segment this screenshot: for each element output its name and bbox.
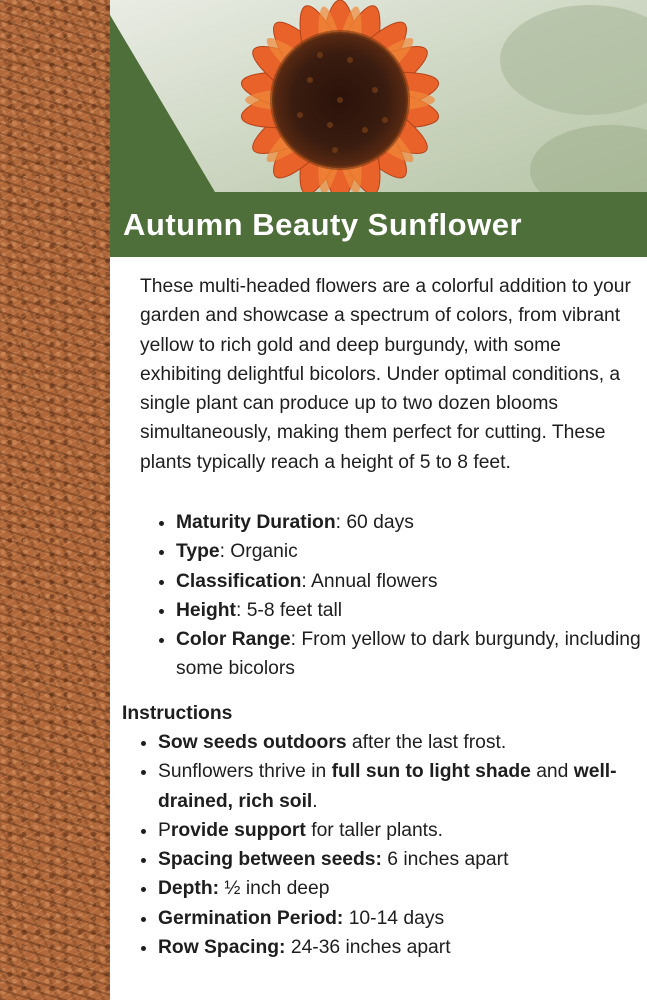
instruction-item [158,757,647,816]
instruction-text: for taller plants. [305,819,444,841]
detail-label: Color Range [176,629,291,651]
detail-label: Maturity Duration [176,512,336,533]
instruction-strong: Germination Period: [158,907,344,929]
instruction-item [158,904,647,933]
instruction-text: P [158,819,171,841]
detail-value: : Organic [219,541,298,563]
detail-item [176,567,647,596]
instruction-item [158,728,647,757]
detail-item [176,596,647,625]
instruction-text: ½ inch deep [219,878,330,900]
instruction-strong: full sun to light shade [331,761,531,783]
detail-label: Classification [176,570,302,592]
instruction-strong: Spacing between seeds: [158,849,382,871]
detail-label: Type [176,541,220,563]
product-description: These multi-headed flowers are a colorful addition to your garden and showcase a spectrum of colors, from vibrant yellow to rich gold and deep burgundy, with some exhibiting delightful bicolors. Under optimal conditions, a single plant can produce up to two dozen blooms simultaneously, making them perfect for cutting. These plants typically reach a height of 5 to 8 feet. [140,276,631,473]
instruction-strong: Row Spacing: [158,937,286,959]
page-title: Autumn Beauty Sunflower [123,206,523,242]
instruction-item [158,816,647,845]
detail-value: : From yellow to dark burgundy, including some bicolors [176,629,641,680]
instruction-text: after the last frost. [346,732,507,753]
instruction-text: . [312,790,318,812]
instruction-text: 24-36 inches apart [285,937,451,959]
soil-texture-strip [0,0,110,1000]
instruction-item [158,933,647,962]
detail-label: Height [176,599,236,621]
instruction-strong: Sow seeds outdoors [158,732,347,753]
instruction-item [158,874,647,903]
sunflower-photo [110,0,647,192]
title-banner [110,192,647,257]
detail-value: : Annual flowers [301,570,438,592]
detail-item [176,625,647,684]
instructions-list [122,728,647,962]
instruction-text: and [530,761,574,783]
instructions-heading: Instructions [122,703,233,724]
detail-value: : 5-8 feet tall [235,599,343,621]
instruction-strong: well-drained, rich soil [158,761,617,812]
instruction-item [158,845,647,874]
instruction-text: 6 inches apart [381,849,509,871]
instruction-strong: rovide support [170,819,306,841]
detail-item [176,508,647,537]
details-list [140,508,647,684]
detail-item [176,537,647,566]
instruction-strong: Depth: [158,878,220,900]
detail-value: : 60 days [335,512,414,533]
instruction-text: Sunflowers thrive in [158,761,332,783]
instruction-text: 10-14 days [343,907,445,929]
